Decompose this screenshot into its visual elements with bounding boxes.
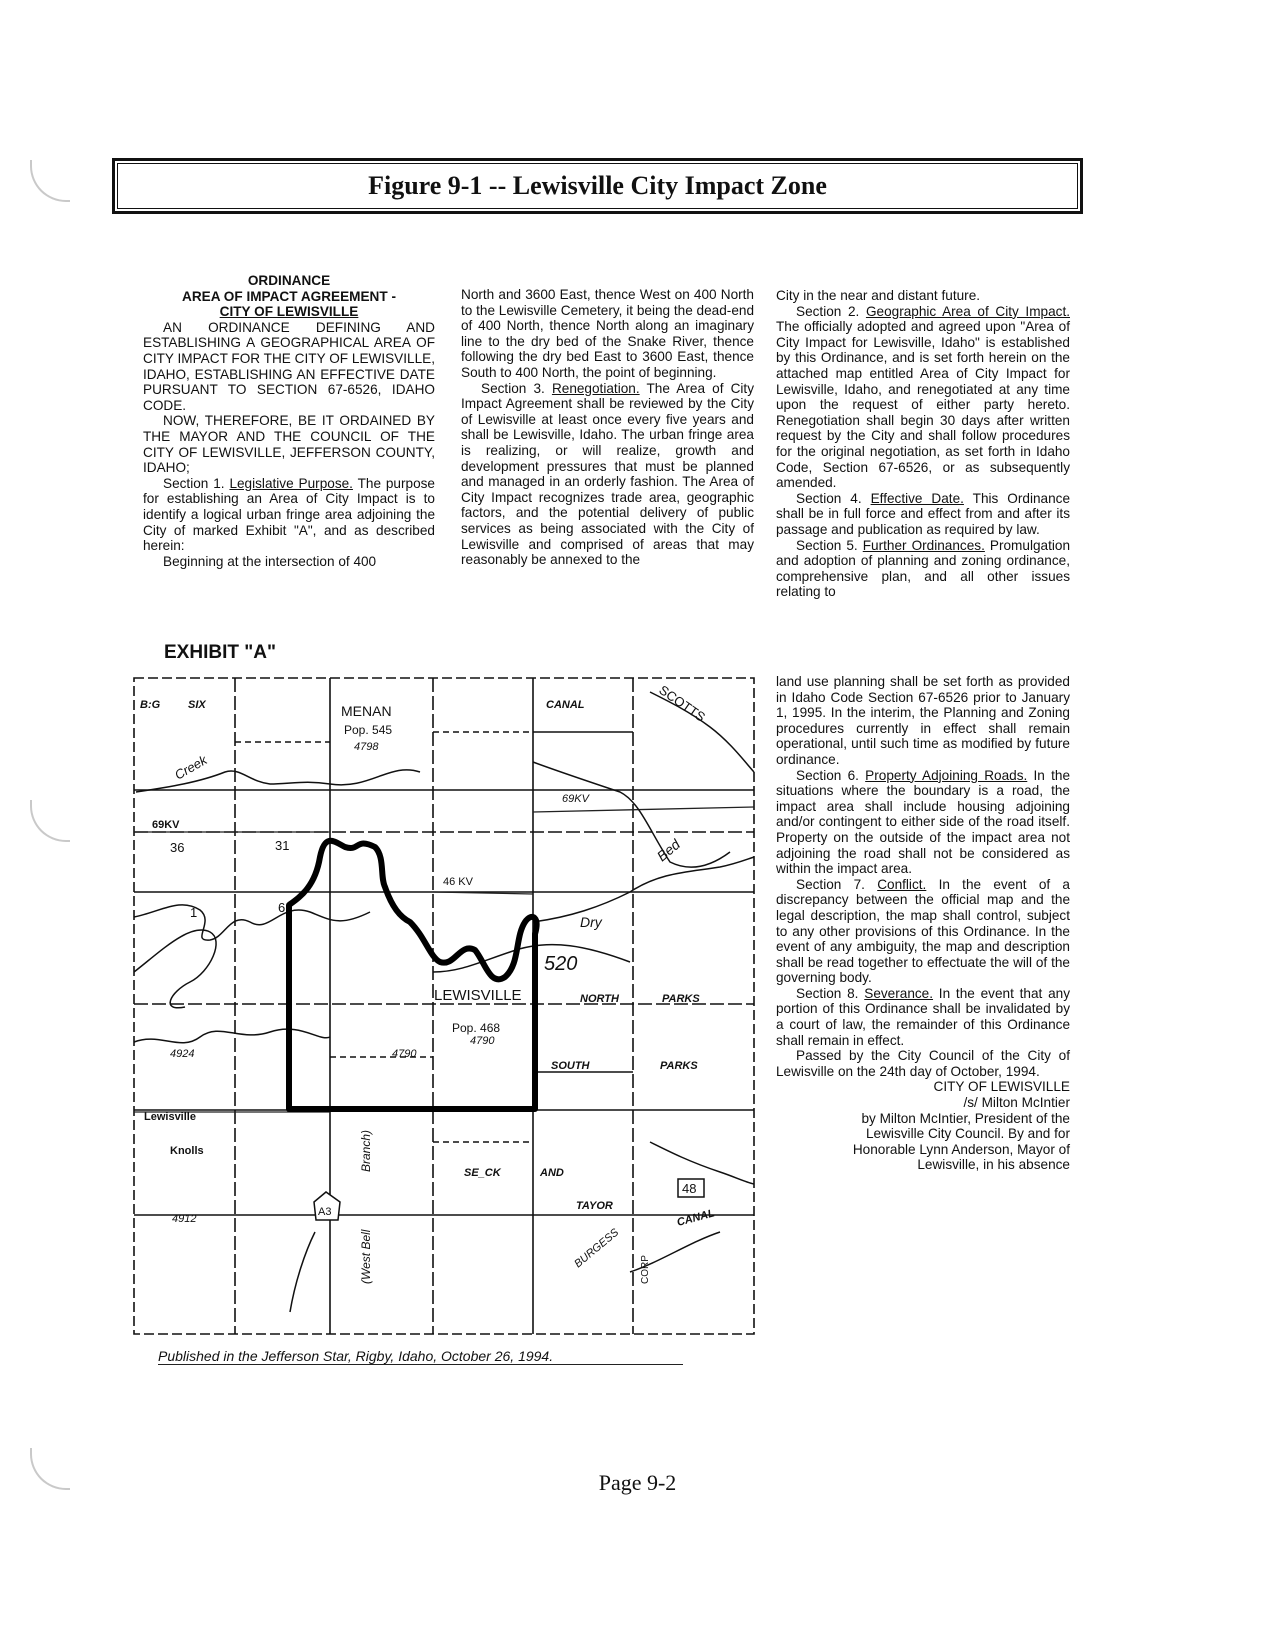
ordinance-city-heading: CITY OF LEWISVILLE bbox=[219, 304, 359, 320]
section-1-title: Legislative Purpose. bbox=[229, 475, 353, 491]
map-label-south: SOUTH bbox=[551, 1060, 590, 1072]
signature-line-3: Honorable Lynn Anderson, Mayor of bbox=[852, 1141, 1070, 1157]
boundary-description: North and 3600 East, thence West on 400 North to the Lewisville Cemetery, it being the dead-end of 400 North, thence North along an imaginary line to the dry bed of the Snake River, thence following the dry bed East to 3600 East, thence South to 400 North, the point of beginning. bbox=[461, 287, 754, 380]
map-label-69kv-left: 69KV bbox=[152, 819, 180, 831]
map-label-lewisville-knolls-a: Lewisville bbox=[144, 1111, 196, 1123]
map-label-69kv-right: 69KV bbox=[562, 793, 589, 805]
map-label-corp: CORP bbox=[640, 1255, 651, 1284]
map-label-tayor: TAYOR bbox=[576, 1200, 613, 1212]
map-label-menan-elev: 4798 bbox=[354, 741, 379, 753]
section-2: Section 2. Geographic Area of City Impact. The officially adopted and agreed upon "Area of City Impact for Lewisville, Idaho" is established by this Ordinance, and is set forth herein on the attached map entitled Area of City Impact for Lewisville, Idaho, and renegotiated at any time upon the request of either party hereto. Renegotiation shall begin 30 days after written request by the City and shall follow procedures for the original negotiation, as set forth in Idaho Code, Section 67-6526, or as subsequently amended. bbox=[776, 303, 1070, 491]
section-5-continued: land use planning shall be set forth as provided in Idaho Code Section 67-6526 prior to January 1, 1995. In the interim, the Planning and Zoning procedures currently in effect shall remain operational, until such time as modified by future ordinance. bbox=[776, 674, 1070, 767]
highway-48-label: 48 bbox=[682, 1181, 697, 1196]
passage-statement: Passed by the City Council of the City of Lewisville on the 24th day of October, 1994. bbox=[776, 1048, 1070, 1079]
exhibit-a-map bbox=[130, 672, 760, 1342]
ordinance-intro: AN ORDINANCE DEFINING AND ESTABLISHING A GEOGRAPHICAL AREA OF CITY IMPACT FOR THE CITY OF LEWISVILLE, IDAHO, ESTABLISHING AN EFFECTIVE DATE PURSUANT TO SECTION 67-6526, IDAHO CODE. bbox=[143, 319, 435, 413]
signature-line-1: by Milton McIntier, President of the bbox=[861, 1110, 1070, 1126]
beginning-clause: Beginning at the intersection of 400 bbox=[163, 553, 377, 569]
section-8: Section 8. Severance. In the event that any portion of this Ordinance shall be invalidated by a court of law, the remainder of this Ordinance shall remain in effect. bbox=[776, 985, 1070, 1048]
map-label-elev-4924: 4924 bbox=[170, 1048, 195, 1060]
map-label-6: 6 bbox=[278, 900, 286, 915]
map-label-scotts: SCOTTS bbox=[656, 682, 709, 725]
map-label-lewisville: LEWISVILLE bbox=[434, 987, 522, 1004]
map-label-canal-bottom: CANAL bbox=[675, 1207, 716, 1229]
map-label-big: B:G bbox=[140, 699, 161, 711]
map-label-elev-4790: 4790 bbox=[392, 1048, 417, 1060]
ordinance-subheading: AREA OF IMPACT AGREEMENT - bbox=[182, 288, 396, 304]
map-label-elev-4912: 4912 bbox=[172, 1213, 197, 1225]
map-label-lewisville-elev: 4790 bbox=[470, 1035, 495, 1047]
section-3-title: Renegotiation. bbox=[551, 380, 640, 396]
map-label-parks-upper: PARKS bbox=[662, 993, 700, 1005]
section-1: Section 1. Legislative Purpose. The purpose for establishing an Area of City Impact is to identify a logical urban fringe area adjoining the City of marked Exhibit "A", and as described herein: bbox=[143, 475, 435, 554]
ordinance-column-1 bbox=[143, 273, 435, 569]
map-label-lewisville-knolls-b: Knolls bbox=[170, 1145, 204, 1157]
map-label-1: 1 bbox=[190, 905, 198, 920]
map-label-36: 36 bbox=[170, 840, 185, 855]
map-label-north: NORTH bbox=[580, 993, 619, 1005]
section-grid bbox=[134, 678, 754, 1334]
page-number: Page 9-2 bbox=[598, 1470, 677, 1495]
section-7: Section 7. Conflict. In the event of a discrepancy between the official map and the legal description, the map shall control, subject to any other provisions of this Ordinance. In the event of any ambiguity, the map and description shall be read together to effectuate the will of the governing body. bbox=[776, 876, 1070, 986]
section-5-title: Further Ordinances. bbox=[862, 537, 985, 553]
map-label-menan: MENAN bbox=[341, 703, 392, 719]
highway-a3-label: A3 bbox=[318, 1206, 332, 1218]
ordinance-heading: ORDINANCE bbox=[247, 273, 331, 288]
future-clause: City in the near and distant future. bbox=[776, 288, 981, 303]
ordinance-column-3-bottom bbox=[776, 674, 1070, 1173]
map-label-west-bell: (West Bell bbox=[359, 1229, 373, 1284]
map-label-31: 31 bbox=[275, 838, 290, 853]
section-4: Section 4. Effective Date. This Ordinance shall be in full force and effect from and after its passage and publication as required by law. bbox=[776, 490, 1071, 537]
map-label-burgess: BURGESS bbox=[572, 1226, 622, 1271]
signature-line-2: Lewisville City Council. By and for bbox=[866, 1126, 1070, 1142]
map-label-46kv: 46 KV bbox=[443, 876, 473, 888]
publication-caption: Published in the Jefferson Star, Rigby, Idaho, October 26, 1994. bbox=[158, 1348, 683, 1365]
punch-hole-middle bbox=[30, 800, 70, 842]
section-7-title: Conflict. bbox=[877, 876, 927, 892]
section-5: Section 5. Further Ordinances. Promulgation and adoption of planning and zoning ordinance, comprehensive plan, and all other issues relating to bbox=[776, 537, 1071, 600]
map-label-lewisville-pop: Pop. 468 bbox=[452, 1021, 501, 1035]
map-label-canal-top: CANAL bbox=[546, 699, 585, 711]
punch-hole-top bbox=[30, 160, 70, 202]
ordinance-enacting-clause: NOW, THEREFORE, BE IT ORDAINED BY THE MAYOR AND THE COUNCIL OF THE CITY OF LEWISVILLE, JEFFERSON COUNTY, IDAHO; bbox=[143, 413, 435, 476]
map-label-seck: SE_CK bbox=[464, 1167, 501, 1179]
section-6: Section 6. Property Adjoining Roads. In the situations where the boundary is a road, the impact area shall include housing adjoining and/or contingent to either side of the road itself. Property on the outside of the impact area not adjoining the road shall not be considered as within the impact area. bbox=[776, 767, 1071, 877]
highway-shields bbox=[314, 1179, 704, 1220]
map-label-branch: Branch) bbox=[359, 1129, 373, 1172]
section-2-title: Geographic Area of City Impact. bbox=[865, 303, 1070, 319]
map-label-bed: Bed bbox=[653, 836, 684, 865]
section-6-title: Property Adjoining Roads. bbox=[865, 767, 1028, 783]
map-label-and: AND bbox=[540, 1167, 564, 1179]
figure-title: Figure 9-1 -- Lewisville City Impact Zone bbox=[368, 171, 827, 200]
map-label-menan-pop: Pop. 545 bbox=[344, 723, 393, 737]
map-label-dry: Dry bbox=[580, 914, 602, 930]
signature-name: /s/ Milton McIntier bbox=[963, 1095, 1070, 1111]
exhibit-label: EXHIBIT "A" bbox=[164, 642, 276, 663]
section-4-title: Effective Date. bbox=[870, 490, 964, 506]
ordinance-column-2 bbox=[461, 287, 754, 568]
signature-city: CITY OF LEWISVILLE bbox=[933, 1079, 1070, 1095]
map-label-parks-lower: PARKS bbox=[660, 1060, 698, 1072]
map-label-creek: Creek bbox=[172, 752, 210, 783]
figure-title-box bbox=[112, 158, 1083, 214]
impact-area-boundary bbox=[289, 841, 537, 1109]
map-label-520: 520 bbox=[544, 953, 578, 975]
map-labels bbox=[140, 682, 716, 1284]
section-8-title: Severance. bbox=[864, 985, 934, 1001]
map-label-six: SIX bbox=[188, 699, 206, 711]
signature-line-4: Lewisville, in his absence bbox=[917, 1157, 1070, 1173]
section-3: Section 3. Renegotiation. The Area of City Impact Agreement shall be reviewed by the City of Lewisville at least once every five years and shall be Lewisville, Idaho. The urban fringe area is realizing, or will realize, growth and development pressures that must be planned and managed in an orderly fashion. The Area of City Impact recognizes trade area, geographic factors, and the potential delivery of public services as being associated with the City of Lewisville and comprised of areas that may reasonably be annexed to the bbox=[461, 380, 755, 568]
ordinance-column-3-top bbox=[776, 288, 1070, 600]
